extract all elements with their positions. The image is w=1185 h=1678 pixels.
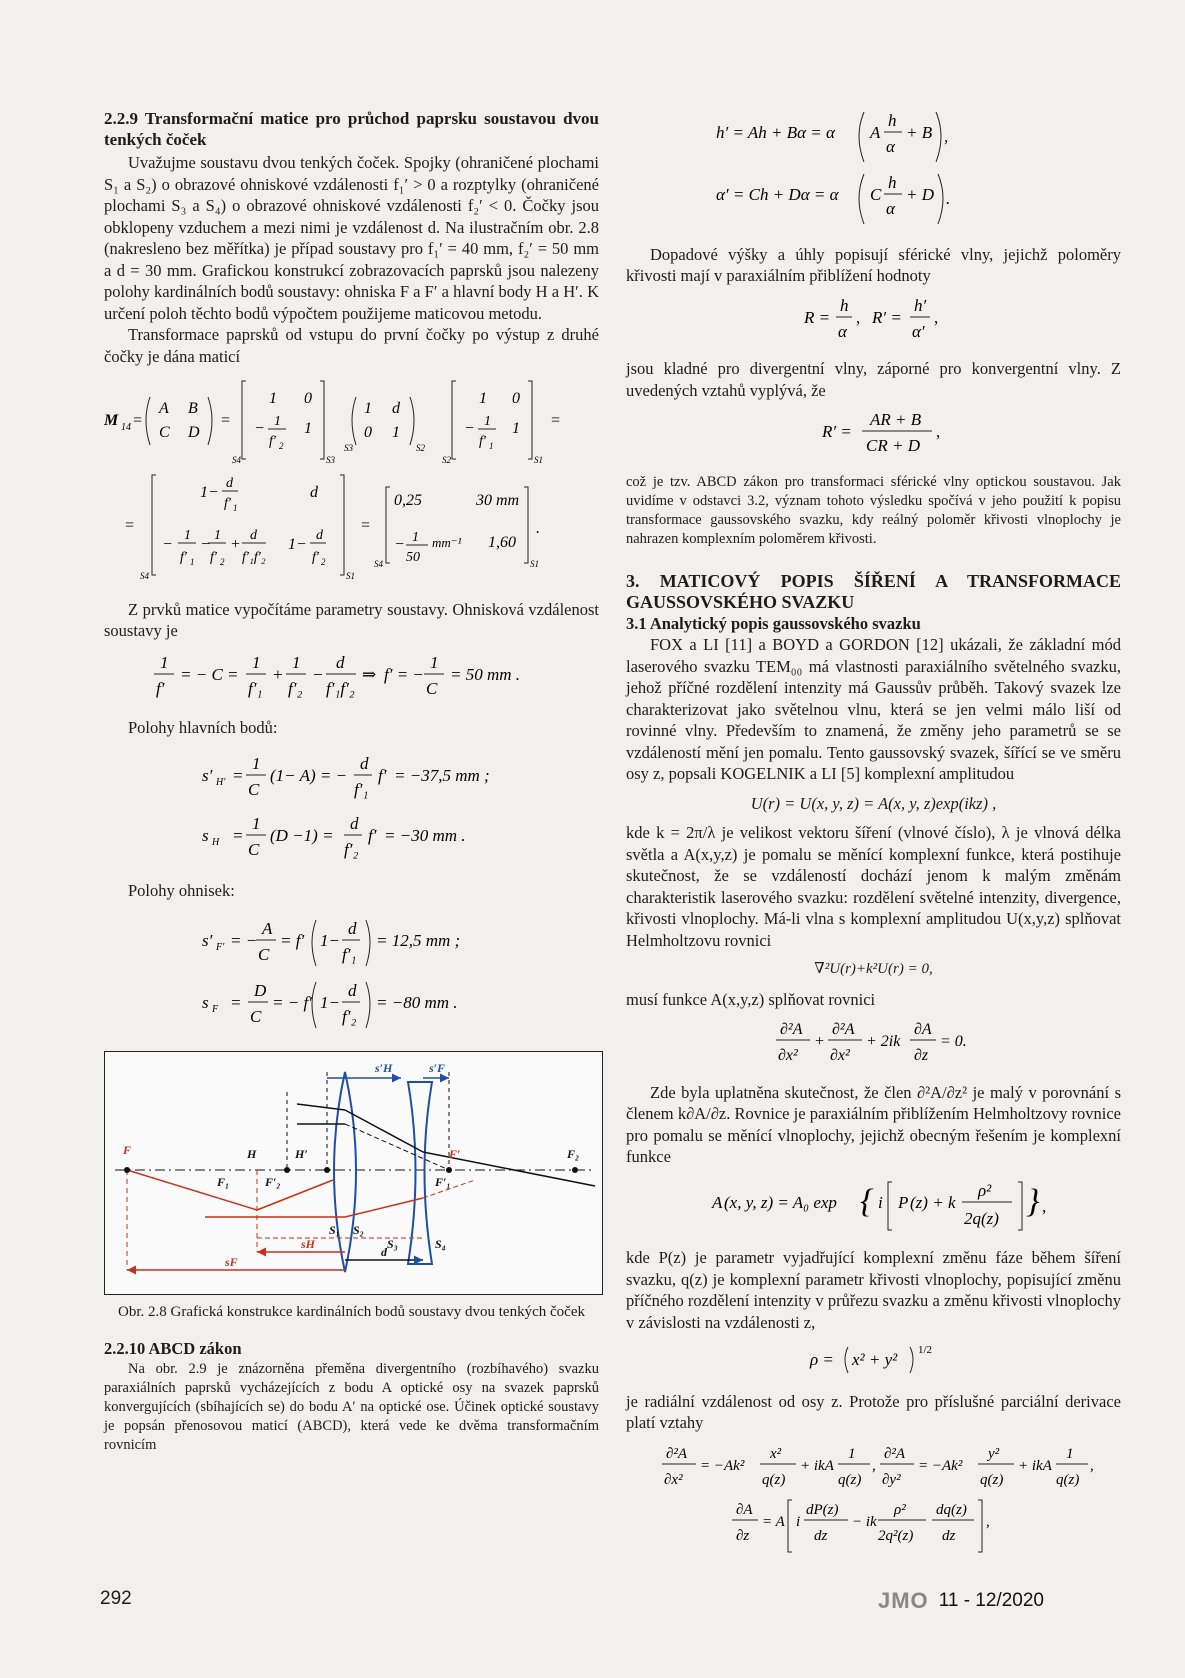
svg-text:=: = xyxy=(124,517,135,534)
focal-points-label: Polohy ohnisek: xyxy=(128,881,235,900)
svg-text:h: h xyxy=(888,173,897,192)
svg-text:= − C =: = − C = xyxy=(180,664,239,684)
label-sf: sF xyxy=(225,1255,238,1269)
svg-text:R′ =: R′ = xyxy=(872,307,902,327)
svg-text:1: 1 xyxy=(252,652,261,672)
page-number: 292 xyxy=(100,1588,132,1609)
matrix-equation-m14 xyxy=(104,375,599,591)
svg-text:}: } xyxy=(1026,1182,1040,1220)
svg-text:f′: f′ xyxy=(378,765,387,785)
journal-logo: JMO xyxy=(878,1588,929,1613)
svg-text:∂A: ∂A xyxy=(736,1501,753,1518)
svg-text:A: A xyxy=(262,918,273,938)
svg-text:H′: H′ xyxy=(216,776,226,788)
svg-text:1: 1 xyxy=(252,813,261,833)
issue-number: 11 - 12/2020 xyxy=(938,1590,1044,1611)
label-s4: S₄ xyxy=(435,1237,446,1251)
svg-text:−: − xyxy=(162,536,173,553)
svg-text:1: 1 xyxy=(484,414,491,429)
svg-text:1: 1 xyxy=(430,652,439,672)
svg-text:+ ikA: + ikA xyxy=(1018,1457,1052,1474)
label-h-prime: H′ xyxy=(295,1147,308,1161)
svg-text:(x, y, z) = A₀ exp: (x, y, z) = A₀ exp xyxy=(724,1192,837,1212)
principal-points-label: Polohy hlavních bodů: xyxy=(128,718,278,737)
svg-text:f′₂: f′₂ xyxy=(288,678,303,698)
sh-result: = −30 mm . xyxy=(384,825,466,845)
svg-text:f′: f′ xyxy=(224,496,231,511)
svg-text:d: d xyxy=(348,918,357,938)
label-d: d xyxy=(381,1245,387,1259)
label-sf-prime: s′F xyxy=(429,1061,446,1075)
svg-text:d: d xyxy=(360,753,369,773)
paragraph: kde k = 2π/λ je velikost vektoru šíření (vlnové číslo), λ je vlnová délka světla a A(x,y,z) je pomalu se měnící komplexní funkce, která postihuje skutečnost, že se vzdáleností dochází jenom k malým změnám charakteristik laserového svazku: rozdělení světelné intenzity, divergence, křivosti vlnoplochy. Má-li vlna s komplexní amplitudou U(x,y,z) splňovat Helmholtzovu rovnici xyxy=(626,823,1121,950)
svg-text:f′: f′ xyxy=(269,434,276,449)
svg-text:s′: s′ xyxy=(202,765,213,785)
svg-text:i: i xyxy=(878,1192,883,1212)
svg-text:1: 1 xyxy=(412,530,419,545)
svg-text:∂²A: ∂²A xyxy=(666,1445,688,1462)
svg-text:1−: 1− xyxy=(320,992,340,1012)
svg-text:∂z: ∂z xyxy=(736,1527,750,1544)
svg-text:∂x²: ∂x² xyxy=(830,1047,850,1064)
svg-text:0: 0 xyxy=(364,424,372,441)
svg-text:f′: f′ xyxy=(180,550,187,565)
svg-text:∂y²: ∂y² xyxy=(882,1471,901,1488)
svg-text:∂²A: ∂²A xyxy=(832,1021,855,1038)
svg-text:AR + B: AR + B xyxy=(870,410,922,429)
equation-helmholtz: ∇²U(r)+k²U(r) = 0, xyxy=(814,961,933,977)
svg-text:∂x²: ∂x² xyxy=(778,1047,798,1064)
svg-text:∂²A: ∂²A xyxy=(884,1445,906,1462)
svg-text:d: d xyxy=(226,476,233,491)
svg-text:R =: R = xyxy=(804,307,831,327)
svg-text:+ B: + B xyxy=(906,123,933,142)
svg-text:1: 1 xyxy=(1066,1445,1074,1462)
svg-text:2q²(z): 2q²(z) xyxy=(878,1527,914,1544)
svg-text:,: , xyxy=(1090,1457,1094,1474)
svg-text:s′: s′ xyxy=(202,930,213,950)
svg-text:S3: S3 xyxy=(326,455,335,465)
label-f1-prime: F′₁ xyxy=(435,1175,451,1189)
svg-text:1−: 1− xyxy=(200,484,219,501)
matrix-c-unit: mm⁻¹ xyxy=(432,535,462,550)
svg-text:2: 2 xyxy=(279,441,284,451)
svg-text:,: , xyxy=(856,307,861,327)
svg-text:1: 1 xyxy=(364,400,372,417)
equations-principal-points xyxy=(104,747,599,873)
equation-rho xyxy=(626,1341,1121,1383)
svg-text:C: C xyxy=(258,944,270,964)
svg-text:f′₂: f′₂ xyxy=(344,839,359,859)
svg-text:− ik: − ik xyxy=(852,1513,877,1530)
svg-text:1: 1 xyxy=(489,441,494,451)
svg-text:1: 1 xyxy=(848,1445,856,1462)
svg-text:= − f′: = − f′ xyxy=(272,992,312,1012)
svg-text:1: 1 xyxy=(479,390,487,407)
svg-text:1/2: 1/2 xyxy=(918,1344,933,1356)
svg-text:α′: α′ xyxy=(912,321,925,341)
equation-radius xyxy=(626,295,1121,351)
svg-text:C: C xyxy=(250,1006,262,1026)
sf-prime-result: = 12,5 mm ; xyxy=(376,930,461,950)
svg-text:D: D xyxy=(254,980,267,1000)
svg-text:−: − xyxy=(464,420,475,437)
svg-text:d: d xyxy=(350,813,359,833)
svg-text:B: B xyxy=(188,400,198,417)
paragraph: Na obr. 2.9 je znázorněna přeměna divergentního (rozbíhavého) svazku paraxiálních paprsků vycházejících z bodu A optické osy na svazek paprsků konvergujících (sbíhajících se) do bodu A′ na optické ose. Účinek optické soustavy je popsán přenosovou maticí (ABCD), která vede ke dvěma transformačním rovnicím xyxy=(104,1360,599,1453)
svg-text:d: d xyxy=(316,528,323,543)
svg-text:= 0.: = 0. xyxy=(940,1033,967,1050)
svg-text:1: 1 xyxy=(214,528,221,543)
paragraph: musí funkce A(x,y,z) splňovat rovnici xyxy=(626,989,876,1009)
svg-text:q(z): q(z) xyxy=(1056,1471,1080,1488)
label-f: F xyxy=(123,1143,132,1157)
svg-text:f′₂: f′₂ xyxy=(342,1006,357,1026)
svg-text:D: D xyxy=(188,424,200,441)
svg-text:(z) + k: (z) + k xyxy=(910,1192,956,1212)
paragraph: Transformace paprsků od vstupu do první čočky po výstup z druhé čočky je dána maticí xyxy=(104,325,599,366)
svg-text:s: s xyxy=(202,825,209,845)
svg-text:+: + xyxy=(230,536,241,553)
paragraph: Uvažujme soustavu dvou tenkých čoček. Spojky (ohraničené plochami S₁ a S₂) o obrazové ohniskové vzdálenosti f₁′ > 0 a rozptylky (ohraničené plochami S₃ a S₄) o obrazové ohniskové vzdálenosti f₂′ < 0. Čočky jsou obklopeny vzduchem a mezi nimi je vzdálenost d. Na ilustračním obr. 2.8 (nakresleno bez měřítka) je případ soustavy pro f₁′ = 40 mm, f₂′ = 50 mm a d = 30 mm. Grafickou konstrukcí zobrazovacích paprsků jsou nalezeny polohy kardinálních bodů soustavy: ohniska F a F′ a hlavní body H a H′. K určení poloh těchto bodů výpočtem použijeme maticovou metodu. xyxy=(104,153,599,323)
svg-text:14: 14 xyxy=(121,422,131,433)
label-f1: F₁ xyxy=(217,1175,230,1189)
label-h: H xyxy=(247,1147,257,1161)
svg-text:,: , xyxy=(944,127,949,146)
equation-u: U(r) = U(x, y, z) = A(x, y, z)exp(ikz) , xyxy=(750,793,997,813)
svg-text:.: . xyxy=(536,520,540,537)
section-heading-3-1: 3.1 Analytický popis gaussovského svazku xyxy=(626,613,921,633)
svg-text:1: 1 xyxy=(512,420,520,437)
svg-text:∂²A: ∂²A xyxy=(780,1021,803,1038)
svg-text:= f′: = f′ xyxy=(280,930,305,950)
svg-text:= −Ak²: = −Ak² xyxy=(700,1457,745,1474)
svg-text:C: C xyxy=(870,185,882,204)
svg-text:q(z): q(z) xyxy=(838,1471,862,1488)
svg-text:A: A xyxy=(870,123,881,142)
svg-text:,: , xyxy=(872,1457,876,1474)
svg-text:S2: S2 xyxy=(416,443,425,453)
label-f2: F₂ xyxy=(567,1147,580,1161)
left-column xyxy=(104,108,599,1455)
svg-text:2q(z): 2q(z) xyxy=(964,1208,999,1228)
paragraph: FOX a LI [11] a BOYD a GORDON [12] ukázali, že základní mód laserového svazku TEM₀₀ má vlastnosti paraxiálního světelného svazku, jehož příčné rozdělení intenzity má Gaussův průběh. Takový svazek lze charakterizovat jako světelnou vlnu, která se jen velmi málo liší od rovinné vlny. Především to znamená, že změny jeho parametrů se se vzdáleností mění jen pomalu. Tento gaussovský svazek, šířící se ve směru osy z, popsali KOGELNIK a LI [5] komplexní amplitudou xyxy=(626,635,1121,783)
svg-text:S3: S3 xyxy=(344,443,353,453)
svg-text:h: h xyxy=(840,295,849,315)
svg-text:S4: S4 xyxy=(140,571,149,581)
svg-text:S1: S1 xyxy=(346,571,355,581)
svg-text:0: 0 xyxy=(512,390,520,407)
svg-text:.: . xyxy=(946,189,951,208)
section-heading-2-2-9: 2.2.9 Transformační matice pro průchod paprsku soustavou dvou tenkých čoček xyxy=(104,109,599,149)
svg-text:α: α xyxy=(886,137,895,156)
svg-text:⇒: ⇒ xyxy=(362,664,377,684)
svg-text:+: + xyxy=(272,664,284,684)
paragraph: Dopadové výšky a úhly popisují sférické vlny, jejichž poloměry křivosti mají v paraxiálním přiblížení hodnoty xyxy=(626,244,1121,285)
svg-text:1: 1 xyxy=(252,753,261,773)
section-heading-2-2-10: 2.2.10 ABCD zákon xyxy=(104,1339,242,1358)
svg-text:f′: f′ xyxy=(368,825,377,845)
svg-text:1−: 1− xyxy=(288,536,307,553)
converging-lens xyxy=(334,1072,356,1272)
svg-text:h′ = Ah + Bα = α: h′ = Ah + Bα = α xyxy=(716,123,835,142)
svg-text:A: A xyxy=(712,1192,723,1212)
svg-text:,: , xyxy=(934,307,939,327)
svg-text:f′: f′ xyxy=(210,550,217,565)
journal-footer xyxy=(878,1588,1044,1614)
equation-focal-length xyxy=(104,650,599,710)
paragraph: je radiální vzdálenost od osy z. Protože pro příslušné parciální derivace platí vztahy xyxy=(626,1391,1121,1432)
svg-text:C: C xyxy=(248,779,260,799)
svg-text:1−: 1− xyxy=(320,930,340,950)
equations-partial-derivatives xyxy=(626,1442,1121,1560)
svg-text:=: = xyxy=(220,412,231,429)
svg-text:(D −1) =: (D −1) = xyxy=(270,825,334,845)
svg-text:∂x²: ∂x² xyxy=(664,1471,683,1488)
svg-text:R′ =: R′ = xyxy=(822,422,852,441)
svg-text:,: , xyxy=(986,1513,990,1530)
svg-text:=: = xyxy=(360,517,371,534)
svg-text:ρ²: ρ² xyxy=(978,1180,992,1200)
svg-text:1: 1 xyxy=(160,652,169,672)
label-f2-prime: F′₂ xyxy=(265,1175,281,1189)
equation-abcd xyxy=(626,409,1121,465)
svg-text:A: A xyxy=(159,400,169,417)
svg-text:−: − xyxy=(254,420,265,437)
svg-text:1: 1 xyxy=(304,420,312,437)
svg-text:ρ²: ρ² xyxy=(894,1501,906,1518)
svg-text:∂A: ∂A xyxy=(914,1021,932,1038)
svg-text:d: d xyxy=(250,528,257,543)
svg-text:{: { xyxy=(860,1182,874,1220)
svg-text:1: 1 xyxy=(184,528,191,543)
svg-text:d: d xyxy=(336,652,345,672)
svg-text:= −Ak²: = −Ak² xyxy=(918,1457,963,1474)
svg-text:C: C xyxy=(426,678,438,698)
figure-2-8 xyxy=(104,1051,603,1295)
svg-text:S4: S4 xyxy=(374,559,383,569)
matrix-a: 0,25 xyxy=(394,492,422,509)
svg-text:S2: S2 xyxy=(442,455,451,465)
svg-text:1: 1 xyxy=(269,390,277,407)
svg-text:dz: dz xyxy=(814,1527,828,1544)
svg-text:x²: x² xyxy=(770,1445,782,1462)
svg-text:d: d xyxy=(348,980,357,1000)
matrix-b: 30 mm xyxy=(476,492,520,509)
svg-text:α: α xyxy=(838,321,847,341)
svg-text:α: α xyxy=(886,199,895,218)
svg-text:f′₁: f′₁ xyxy=(248,678,263,698)
svg-text:C: C xyxy=(248,839,260,859)
svg-text:1: 1 xyxy=(274,414,281,429)
svg-text:−: − xyxy=(200,536,211,553)
equations-focal-points xyxy=(104,910,599,1040)
svg-text:ρ =: ρ = xyxy=(810,1350,834,1369)
svg-text:+ 2ik: + 2ik xyxy=(866,1033,901,1050)
svg-text:f′₁: f′₁ xyxy=(342,944,357,964)
equation-paraxial xyxy=(626,1018,1121,1074)
label-s3: S₃ xyxy=(387,1237,398,1251)
svg-text:P: P xyxy=(898,1192,909,1212)
svg-text:H: H xyxy=(212,836,220,848)
equation-gaussian-a xyxy=(626,1176,1121,1240)
svg-text:2: 2 xyxy=(321,557,326,567)
sf-result: = −80 mm . xyxy=(376,992,458,1012)
svg-text:=: = xyxy=(132,412,143,429)
svg-text:=: = xyxy=(230,992,242,1012)
svg-text:1: 1 xyxy=(233,503,238,513)
svg-text:q(z): q(z) xyxy=(980,1471,1004,1488)
svg-text:,: , xyxy=(936,422,941,441)
figure-caption: Obr. 2.8 Grafická konstrukce kardinálních bodů soustavy dvou tenkých čoček xyxy=(118,1304,585,1320)
svg-text:∂z: ∂z xyxy=(914,1047,929,1064)
svg-text:S1: S1 xyxy=(534,455,543,465)
svg-text:d: d xyxy=(392,400,400,417)
svg-text:1: 1 xyxy=(392,424,400,441)
label-f-prime: F′ xyxy=(449,1147,461,1161)
svg-text:=: = xyxy=(232,765,244,785)
svg-text:1: 1 xyxy=(292,652,301,672)
svg-text:S4: S4 xyxy=(232,455,241,465)
svg-text:F: F xyxy=(212,1003,219,1015)
sh-prime-result: = −37,5 mm ; xyxy=(394,765,490,785)
svg-text:+ ikA: + ikA xyxy=(800,1457,834,1474)
svg-text:0: 0 xyxy=(304,390,312,407)
label-s2: S₂ xyxy=(353,1223,364,1237)
matrix-d: 1,60 xyxy=(488,534,516,551)
svg-text:i: i xyxy=(796,1513,801,1530)
svg-text:dz: dz xyxy=(942,1527,956,1544)
svg-text:f′ = −: f′ = − xyxy=(384,664,424,684)
svg-text:f′₁f′₂: f′₁f′₂ xyxy=(326,678,355,698)
svg-text:+: + xyxy=(814,1033,825,1050)
svg-text:f′: f′ xyxy=(312,550,319,565)
svg-text:h′: h′ xyxy=(914,295,927,315)
svg-text:CR + D: CR + D xyxy=(866,436,920,455)
svg-text:f′: f′ xyxy=(156,678,165,698)
section-heading-3: 3. MATICOVÝ POPIS ŠÍŘENÍ A TRANSFORMACE GAUSSOVSKÉHO SVAZKU xyxy=(626,570,1121,612)
paragraph: Zde byla uplatněna skutečnost, že člen ∂²A/∂z² je malý v porovnání s členem k∂A/∂z. Rovnice je paraxiálním přiblížením Helmholtzovy rovnice pro pomalu se měnící vlnoplochy, jejichž obecným řešením je komplexní funkce xyxy=(626,1082,1121,1166)
label-s1: S₁ xyxy=(329,1223,340,1237)
svg-text:f′₁: f′₁ xyxy=(354,779,369,799)
right-column xyxy=(626,111,1121,1567)
svg-text:α′ = Ch + Dα = α: α′ = Ch + Dα = α xyxy=(716,185,839,204)
svg-text:−: − xyxy=(394,536,405,553)
svg-text:1: 1 xyxy=(190,557,195,567)
svg-text:x² + y²: x² + y² xyxy=(852,1350,898,1369)
svg-text:= A: = A xyxy=(762,1513,785,1530)
svg-text:f′: f′ xyxy=(479,434,486,449)
svg-text:50: 50 xyxy=(406,550,420,565)
svg-text:=: = xyxy=(232,825,244,845)
svg-text:q(z): q(z) xyxy=(762,1471,786,1488)
svg-text:C: C xyxy=(159,424,170,441)
diverging-lens xyxy=(408,1082,432,1264)
svg-text:2: 2 xyxy=(220,557,225,567)
paragraph: jsou kladné pro divergentní vlny, záporné pro konvergentní vlny. Z uvedených vztahů vyplývá, že xyxy=(626,359,1121,400)
svg-text:= −: = − xyxy=(230,930,258,950)
equations-transformation xyxy=(626,108,1121,236)
svg-text:dq(z): dq(z) xyxy=(936,1501,967,1518)
svg-text:M: M xyxy=(104,412,119,429)
paragraph: Z prvků matice vypočítáme parametry soustavy. Ohnisková vzdálenost soustavy je xyxy=(104,599,599,640)
svg-text:F′: F′ xyxy=(216,941,225,953)
svg-text:,: , xyxy=(1042,1196,1047,1216)
svg-text:s: s xyxy=(202,992,209,1012)
svg-text:f′₁f′₂: f′₁f′₂ xyxy=(242,550,266,565)
svg-text:d: d xyxy=(310,484,318,501)
svg-text:−: − xyxy=(312,664,324,684)
label-sh: sH xyxy=(301,1237,316,1251)
svg-text:y²: y² xyxy=(988,1445,1000,1462)
focal-result: = 50 mm . xyxy=(450,664,521,684)
paragraph: což je tzv. ABCD zákon pro transformaci sférické vlny optickou soustavou. Jak uvidíme v odstavci 3.2, význam tohoto výsledku spočívá v jeho použití k popisu transformace gaussovského svazku, kdy reálný poloměr křivosti vlnoplochy je nahrazen komplexním poloměrem křivosti. xyxy=(626,473,1121,547)
svg-text:=: = xyxy=(550,412,561,429)
svg-text:S1: S1 xyxy=(530,559,539,569)
svg-text:(1− A) = −: (1− A) = − xyxy=(270,765,348,785)
svg-text:dP(z): dP(z) xyxy=(806,1501,839,1518)
paragraph: kde P(z) je parametr vyjadřující komplexní změnu fáze během šíření svazku, q(z) je komplexní parametr křivosti vlnoplochy, popisující změnu příčného rozdělení intenzity v průřezu svazku a změnu křivosti vlnoplochy v závislosti na vzdálenosti z, xyxy=(626,1248,1121,1332)
label-sh-prime: s′H xyxy=(375,1061,393,1075)
svg-text:h: h xyxy=(888,111,897,130)
svg-text:+ D: + D xyxy=(906,185,935,204)
